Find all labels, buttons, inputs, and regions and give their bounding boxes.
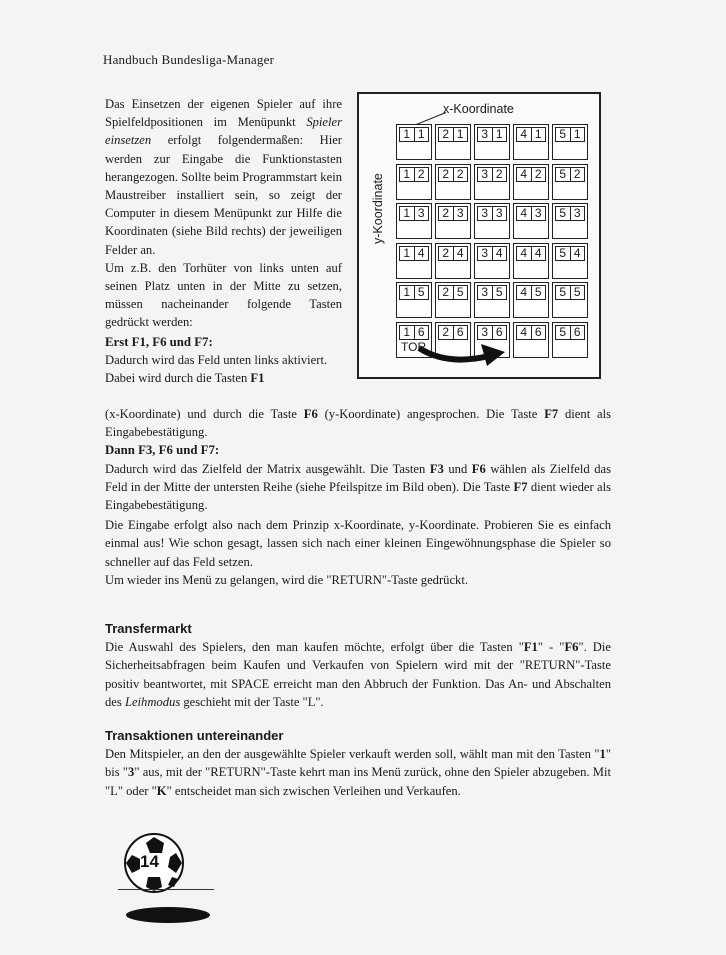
y-value: 6 — [492, 326, 507, 339]
cell-coordinate-label — [555, 127, 585, 142]
grid-cell — [396, 282, 432, 318]
page-number: 14 — [140, 852, 159, 871]
transfermarkt-section — [105, 620, 611, 711]
grid-cell — [474, 203, 510, 239]
grid-cell — [396, 124, 432, 160]
y-value: 3 — [414, 207, 429, 220]
y-value: 5 — [531, 286, 546, 299]
y-value: 5 — [570, 286, 585, 299]
y-value: 5 — [492, 286, 507, 299]
y-value: 1 — [531, 128, 546, 141]
y-axis-label: y-Koordinate — [371, 173, 385, 244]
tm-text-d: geschieht mit der Taste "L". — [180, 694, 324, 709]
grid-cell — [435, 164, 471, 200]
tr-text-c: " aus, mit der "RETURN"-Taste kehrt man ins Menü zurück, ohne den Spieler abzugeben. Mit "L" oder " — [105, 765, 611, 798]
grid-cell — [552, 124, 588, 160]
transaktionen-section — [105, 727, 611, 800]
tr-text-d: " entscheidet man sich zwischen Verleihen und Verkaufen. — [166, 783, 461, 798]
x-value: 3 — [481, 285, 489, 299]
goal-label: TOR — [401, 339, 427, 354]
x-value: 4 — [520, 285, 528, 299]
x-value: 1 — [403, 166, 411, 181]
cell-coordinate-label — [438, 127, 468, 142]
y-value: 3 — [531, 207, 546, 220]
y-value: 2 — [414, 168, 429, 181]
cell-coordinate-label — [438, 167, 468, 182]
step2-text-b: und — [443, 461, 472, 476]
x-value: 1 — [403, 206, 411, 220]
menu-item-emphasis: Spieler einsetzen — [105, 115, 342, 148]
step2-key-b: F6 — [471, 461, 486, 476]
tm-text-c: ". Die Sicherheitsabfragen beim Kaufen und Verkaufen von Spielern wird mit der "RETURN"-Taste positiv beantwortet, mit SPACE erreicht man den Abbruch der Funktion. Das An- und Abschalten des — [105, 640, 611, 709]
x-value: 2 — [442, 285, 450, 299]
grid-cell — [435, 243, 471, 279]
x-value: 1 — [403, 285, 411, 299]
grid-cell — [435, 124, 471, 160]
tm-key-b: F6 — [564, 640, 579, 655]
grid-cell — [474, 282, 510, 318]
grid-cell — [396, 243, 432, 279]
intro-column — [105, 95, 342, 387]
tr-key-b: 3 — [128, 765, 135, 780]
cell-coordinate-label — [477, 127, 507, 142]
grid-cell — [474, 164, 510, 200]
cell-coordinate-label — [555, 325, 585, 340]
y-value: 2 — [570, 168, 585, 181]
cell-coordinate-label — [399, 127, 429, 142]
x-value: 4 — [520, 324, 528, 339]
grid-cell — [513, 124, 549, 160]
step1-heading-text: Erst F1, F6 und F7: — [105, 334, 213, 349]
x-value: 2 — [442, 245, 450, 260]
y-value: 3 — [570, 207, 585, 220]
tr-text-a: Den Mitspieler, an den der ausgewählte Spieler verkauft werden soll, wählt man mit den Tasten " — [105, 747, 600, 762]
step2-key-c: F7 — [513, 479, 528, 494]
x-value: 5 — [559, 127, 567, 141]
x-value: 4 — [520, 245, 528, 260]
step1-text-a: Dadurch wird das Feld unten links aktiviert. Dabei wird durch die Tasten — [105, 352, 328, 386]
cell-coordinate-label — [516, 206, 546, 221]
example-paragraph: Um z.B. den Torhüter von links unten auf seinen Platz unten in der Mitte zu setzen, müssen nacheinander folgende Tasten gedrückt werden: — [105, 260, 342, 330]
grid-cell — [513, 164, 549, 200]
step2-text-c: wählen als Zielfeld das Feld in der Mitte der untersten Reihe (siehe Pfeilspitze im Bild oben). Die Taste — [105, 461, 611, 494]
x-value: 1 — [403, 324, 411, 339]
tr-key-a: 1 — [599, 747, 606, 762]
cell-coordinate-label — [516, 285, 546, 300]
grid-cell — [396, 203, 432, 239]
transaktionen-paragraph — [105, 745, 611, 800]
cell-coordinate-label — [516, 167, 546, 182]
y-value: 6 — [414, 326, 429, 339]
y-value: 1 — [492, 128, 507, 141]
tm-key-a: F1 — [523, 640, 538, 655]
curved-arrow-icon — [417, 338, 507, 368]
y-value: 6 — [531, 326, 546, 339]
step2-heading-text: Dann F3, F6 und F7: — [105, 443, 220, 458]
y-value: 1 — [570, 128, 585, 141]
transfermarkt-heading — [105, 620, 611, 638]
y-value: 1 — [453, 128, 468, 141]
cell-coordinate-label — [399, 246, 429, 261]
cell-coordinate-label — [477, 206, 507, 221]
x-value: 2 — [442, 206, 450, 220]
x-value: 2 — [442, 324, 450, 339]
step1-key-a: F1 — [250, 371, 265, 386]
ball-shadow — [126, 907, 210, 923]
y-value: 4 — [492, 247, 507, 260]
y-value: 6 — [453, 326, 468, 339]
y-value: 2 — [531, 168, 546, 181]
coordinate-figure — [357, 92, 601, 379]
y-value: 4 — [531, 247, 546, 260]
x-value: 3 — [481, 166, 489, 181]
cell-coordinate-label — [555, 285, 585, 300]
grid-cell — [513, 203, 549, 239]
cell-coordinate-label — [399, 206, 429, 221]
tm-text-b: " - " — [537, 640, 565, 655]
leihmodus-emphasis: Leihmodus — [124, 694, 181, 709]
y-value: 4 — [570, 247, 585, 260]
tr-text-b: " bis " — [105, 747, 611, 780]
cell-coordinate-label — [477, 167, 507, 182]
x-value: 3 — [481, 324, 489, 339]
y-value: 5 — [414, 286, 429, 299]
running-header: Handbuch Bundesliga-Manager — [103, 52, 275, 67]
ground-line — [118, 889, 214, 890]
transaktionen-heading — [105, 727, 611, 745]
grid-cell — [396, 164, 432, 200]
y-value: 5 — [453, 286, 468, 299]
x-value: 5 — [559, 206, 567, 220]
step2-text-a: Dadurch wird das Zielfeld der Matrix ausgewählt. Die Tasten — [105, 461, 430, 476]
transaktionen-heading-text: Transaktionen untereinander — [105, 728, 284, 743]
cell-coordinate-label — [399, 167, 429, 182]
grid-cell — [552, 164, 588, 200]
grid-cell — [435, 203, 471, 239]
cell-coordinate-label — [516, 127, 546, 142]
intro-paragraph — [105, 95, 342, 259]
x-value: 1 — [403, 245, 411, 260]
y-value: 3 — [453, 207, 468, 220]
x-value: 4 — [520, 206, 528, 220]
x-value: 2 — [442, 127, 450, 141]
step1-key-c: F7 — [544, 407, 559, 421]
return-paragraph: Um wieder ins Menü zu gelangen, wird die "RETURN"-Taste gedrückt. — [105, 572, 468, 587]
x-value: 5 — [559, 324, 567, 339]
step1-continued — [105, 405, 611, 589]
intro-text-b: erfolgt folgendermaßen: Hier werden zur Eingabe die Funktionstasten herangezogen. Sollte beim Programmstart kein Maustreiber installiert sein, so zeigt der Computer in diesem Menüpunkt zur Hilfe die Koordinaten (siehe Bild rechts) der jeweiligen Felder an. — [105, 133, 342, 257]
x-value: 3 — [481, 245, 489, 260]
principle-paragraph: Die Eingabe erfolgt also nach dem Prinzip x-Koordinate, y-Koordinate. Probieren Sie es einfach einmal aus! Wie schon gesagt, lassen sich nach einer kleinen Eingewöhnungsphase die Spieler so schneller auf das Feld setzen. — [105, 518, 611, 569]
grid-cell — [513, 243, 549, 279]
grid-cell — [435, 282, 471, 318]
cell-coordinate-label — [438, 285, 468, 300]
x-value: 5 — [559, 166, 567, 181]
transfermarkt-heading-text: Transfermarkt — [105, 621, 192, 636]
grid-cell — [552, 243, 588, 279]
step1-key-b: F6 — [303, 407, 318, 421]
cell-coordinate-label — [555, 206, 585, 221]
cell-coordinate-label — [438, 246, 468, 261]
step1-text-b: (x-Koordinate) und durch die Taste — [105, 407, 304, 421]
y-value: 1 — [414, 128, 429, 141]
grid-cell — [552, 322, 588, 358]
step2-text-d: dient wieder als Eingabebestätigung. — [105, 479, 611, 513]
cell-coordinate-label — [438, 206, 468, 221]
intro-text-a: Das Einsetzen der eigenen Spieler auf ihre Spielfeldpositionen im Menüpunkt — [105, 97, 342, 130]
y-value: 2 — [492, 168, 507, 181]
grid-cell — [552, 203, 588, 239]
step2-key-a: F3 — [429, 461, 444, 476]
step1-paragraph — [105, 405, 611, 441]
grid-cell — [474, 124, 510, 160]
y-value: 3 — [492, 207, 507, 220]
x-value: 4 — [520, 166, 528, 181]
x-value: 5 — [559, 245, 567, 260]
x-value: 1 — [403, 127, 411, 141]
cell-coordinate-label — [516, 246, 546, 261]
cell-coordinate-label — [477, 285, 507, 300]
x-value: 3 — [481, 127, 489, 141]
grid-cell — [513, 282, 549, 318]
step1-heading — [105, 333, 342, 351]
tm-text-a: Die Auswahl des Spielers, den man kaufen möchte, erfolgt über die Tasten " — [105, 640, 524, 655]
y-value: 4 — [453, 247, 468, 260]
grid-cell — [513, 322, 549, 358]
step1-text-d: dient als Eingabebestätigung. — [105, 407, 612, 440]
x-value: 2 — [442, 166, 450, 181]
step1-start — [105, 351, 342, 387]
cell-coordinate-label — [399, 285, 429, 300]
step2-heading — [105, 441, 611, 459]
x-value: 3 — [481, 206, 489, 220]
cell-coordinate-label — [555, 167, 585, 182]
step2-paragraph — [105, 460, 611, 515]
step1-text-c: (y-Koordinate) angesprochen. Die Taste — [317, 407, 545, 421]
x-axis-label: x-Koordinate — [443, 102, 514, 116]
x-value: 4 — [520, 127, 528, 141]
y-value: 2 — [453, 168, 468, 181]
cell-coordinate-label — [555, 246, 585, 261]
grid-cell — [552, 282, 588, 318]
grid-cell — [474, 243, 510, 279]
cell-coordinate-label — [516, 325, 546, 340]
cell-coordinate-label — [477, 246, 507, 261]
transfermarkt-paragraph — [105, 638, 611, 711]
tr-key-c: K — [156, 783, 167, 798]
x-value: 5 — [559, 285, 567, 299]
coordinate-grid — [396, 124, 588, 358]
y-value: 6 — [570, 326, 585, 339]
y-value: 4 — [414, 247, 429, 260]
